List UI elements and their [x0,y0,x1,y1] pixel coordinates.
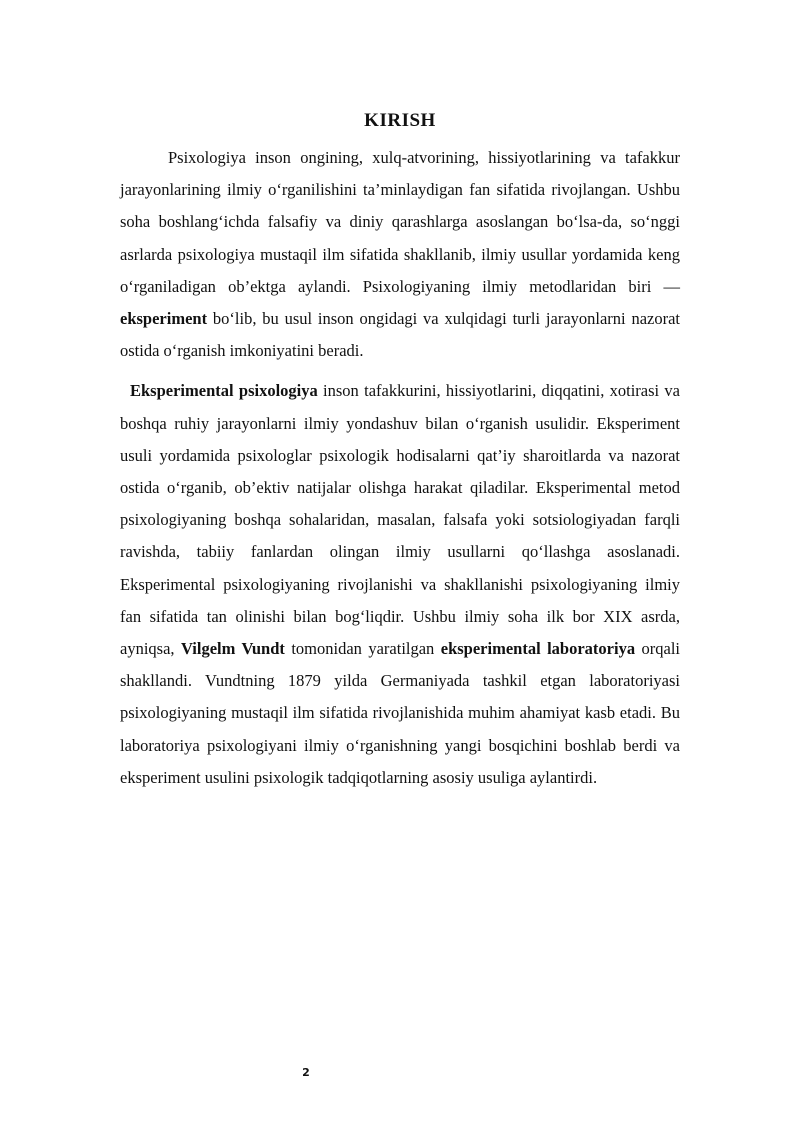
document-body [120,142,680,794]
bold-term-eksperiment: eksperiment [120,309,208,329]
paragraph-2-text-2: tomonidan yaratilgan [284,639,441,659]
page-number: 2 [302,1066,310,1079]
paragraph-1-text-2: bo‘lib, bu usul inson ongidagi va xulqidagi turli jarayonlarni nazorat ostida o‘rganish imkoniyatini beradi. [120,309,680,361]
paragraph-experimental-psychology [120,375,680,794]
paragraph-1-text-1: Psixologiya inson ongining, xulq-atvorining, hissiyotlarining va tafakkur jarayonlarining ilmiy o‘rganilishini ta’minlaydigan fan sifatida rivojlangan. Ushbu soha boshlang‘ichda falsafiy va diniy qarashlarga asoslangan bo‘lsa-da, so‘nggi asrlarda psixologiya mustaqil ilm sifatida shakllanib, ilmiy usullar yordamida keng o‘rganiladigan ob’ektga aylandi. Psixologiyaning ilmiy metodlaridan biri — [120,148,680,296]
paragraph-2-text-1: inson tafakkurini, hissiyotlarini, diqqatini, xotirasi va boshqa ruhiy jarayonlarni ilmiy yondashuv bilan o‘rganish usulidir. Eksperiment usuli yordamida psixologlar psixologik hodisalarni qat’iy sharoitlarda va nazorat ostida o‘rganib, ob’ektiv natijalar olishga harakat qiladilar. Eksperimental metod psixologiyaning boshqa sohalaridan, masalan, falsafa yoki sotsiologiyadan farqli ravishda, tabiiy fanlardan olingan ilmiy usullarni qo‘llashga asoslanadi. Eksperimental psixologiyaning rivojlanishi va shakllanishi psixologiyaning ilmiy fan sifatida tan olinishi bilan bog‘liqdir. Ushbu ilmiy soha ilk bor XIX asrda, ayniqsa, [120,381,680,659]
paragraph-introduction [120,142,680,367]
bold-term-eksperimental-laboratoriya: eksperimental laboratoriya [440,639,636,659]
page-title: KIRISH [364,110,436,131]
bold-name-vilgelm-vundt: Vilgelm Vundt [180,639,285,659]
bold-term-eksperimental-psixologiya: Eksperimental psixologiya [130,381,318,401]
paragraph-2-text-3: orqali shakllandi. Vundtning 1879 yilda Germaniyada tashkil etgan laboratoriyasi psixologiyaning mustaqil ilm sifatida rivojlanishida muhim ahamiyat kasb etadi. Bu laboratoriya psixologiyani ilmiy o‘rganishning yangi bosqichini boshlab berdi va eksperiment usulini psixologik tadqiqotlarning asosiy usuliga aylantirdi. [120,639,680,787]
